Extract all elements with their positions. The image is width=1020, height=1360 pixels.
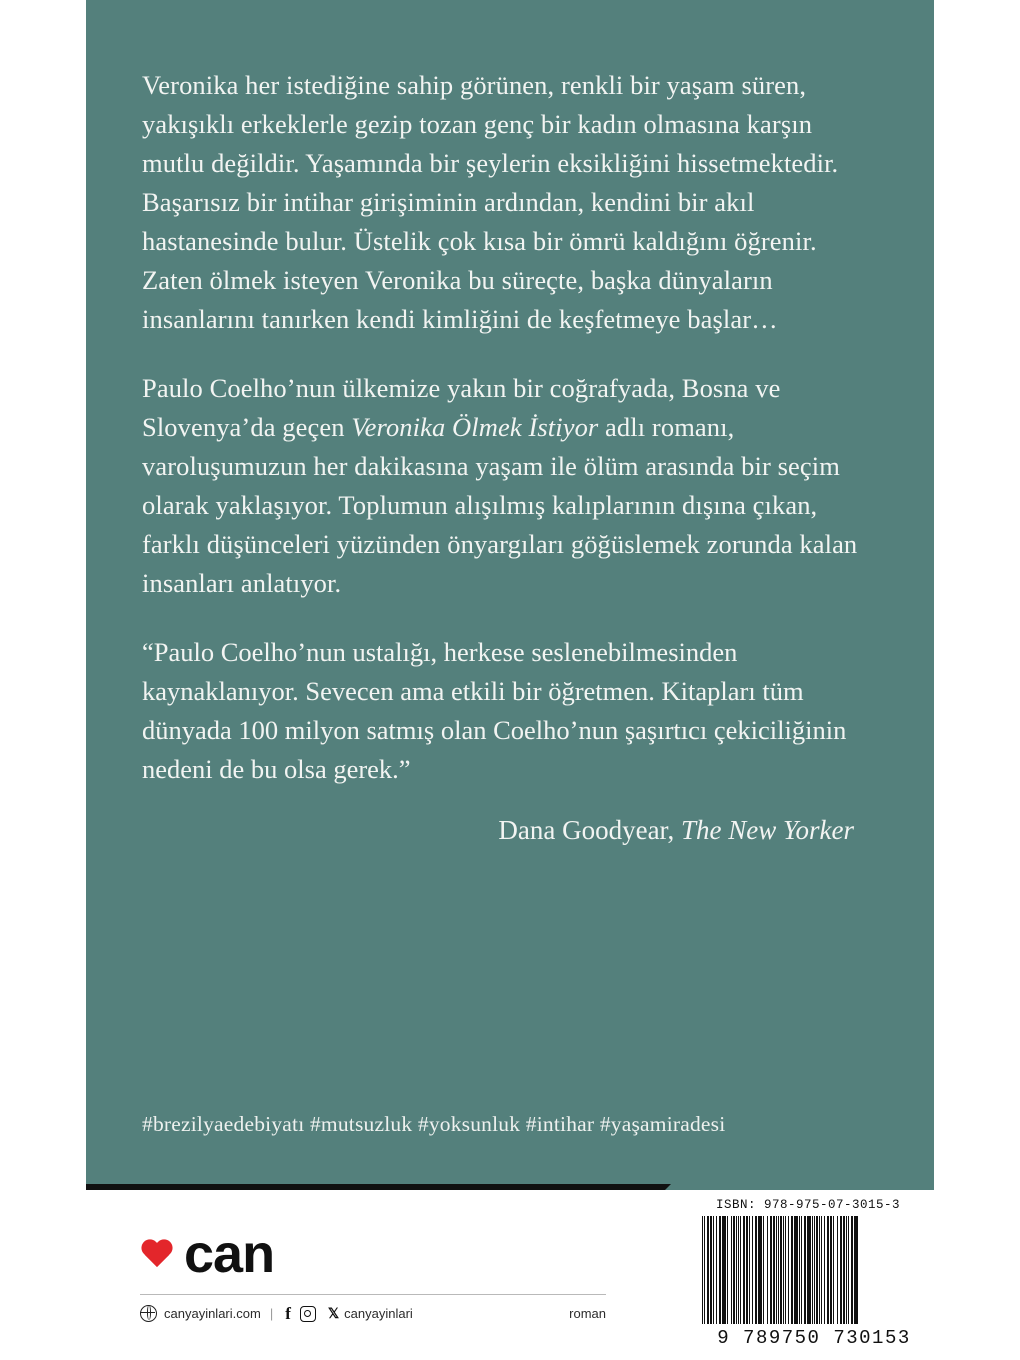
heart-icon: [140, 1238, 174, 1270]
footer-meta-row: [140, 1305, 606, 1322]
attribution-publication: The New Yorker: [680, 815, 854, 845]
barcode-block: [690, 1192, 938, 1360]
blurb-paragraph-1: Veronika her istediğine sahip görünen, renkli bir yaşam süren, yakışıklı erkeklerle gezip tozan genç bir kadın olmasına karşın mutlu değildir. Yaşamında bir şeylerin eksikliğini hissetmektedir. Başarısız bir intihar girişiminin ardından, kendini bir akıl hastanesinde bulur. Üstelik çok kısa bir ömrü kaldığını öğrenir. Zaten ölmek isteyen Veronika bu süreçte, başka dünyaların insanlarını tanırken kendi kimliğini de keşfetmeye başlar…: [142, 70, 839, 334]
website-label: canyayinlari.com: [164, 1306, 261, 1321]
barcode-bars: [702, 1216, 930, 1324]
social-handle: canyayinlari: [344, 1306, 413, 1321]
publisher-name: can: [184, 1224, 275, 1284]
quote-attribution: [142, 811, 862, 850]
x-icon[interactable]: 𝕏: [327, 1305, 340, 1321]
isbn-label: ISBN: 978-975-07-3015-3: [716, 1198, 901, 1212]
meta-separator: |: [269, 1306, 274, 1321]
hashtag-line: #brezilyaedebiyatı #mutsuzluk #yoksunluk #intihar #yaşamiradesi: [142, 1112, 726, 1136]
blurb-paragraph-2: [142, 369, 862, 603]
footer-divider: [140, 1294, 606, 1295]
book-title-italic: Veronika Ölmek İstiyor: [351, 412, 599, 442]
logo-row: [140, 1224, 620, 1284]
facebook-icon[interactable]: f: [285, 1303, 291, 1323]
website-link[interactable]: [140, 1305, 261, 1322]
publisher-logo-block: [140, 1224, 620, 1323]
barcode-number: 9 789750 730153: [717, 1327, 911, 1349]
book-category: roman: [569, 1306, 606, 1321]
blurb-text-block: [142, 66, 862, 850]
instagram-icon[interactable]: [300, 1306, 316, 1322]
back-cover-panel: [86, 0, 934, 1360]
blurb-paragraph-2-after: adlı romanı, varoluşumuzun her dakikasına yaşam ile ölüm arasında bir seçim olarak yaklaşıyor. Toplumun alışılmış kalıplarının dışına çıkan, farklı düşünceleri yüzünden önyargıları göğüslemek zorunda kalan insanları anlatıyor.: [142, 412, 858, 598]
globe-icon: [140, 1305, 157, 1322]
attribution-author: Dana Goodyear,: [498, 815, 681, 845]
blurb-paragraph-2-before: Paulo Coelho’nun ülkemize yakın bir coğrafyada, Bosna ve Slovenya’da geçen: [142, 373, 781, 442]
review-quote: “Paulo Coelho’nun ustalığı, herkese seslenebilmesinden kaynaklanıyor. Sevecen ama etkili bir öğretmen. Kitapları tüm dünyada 100 milyon satmış olan Coelho’nun şaşırtıcı çekiciliğinin nedeni de bu olsa gerek.”: [142, 637, 847, 784]
